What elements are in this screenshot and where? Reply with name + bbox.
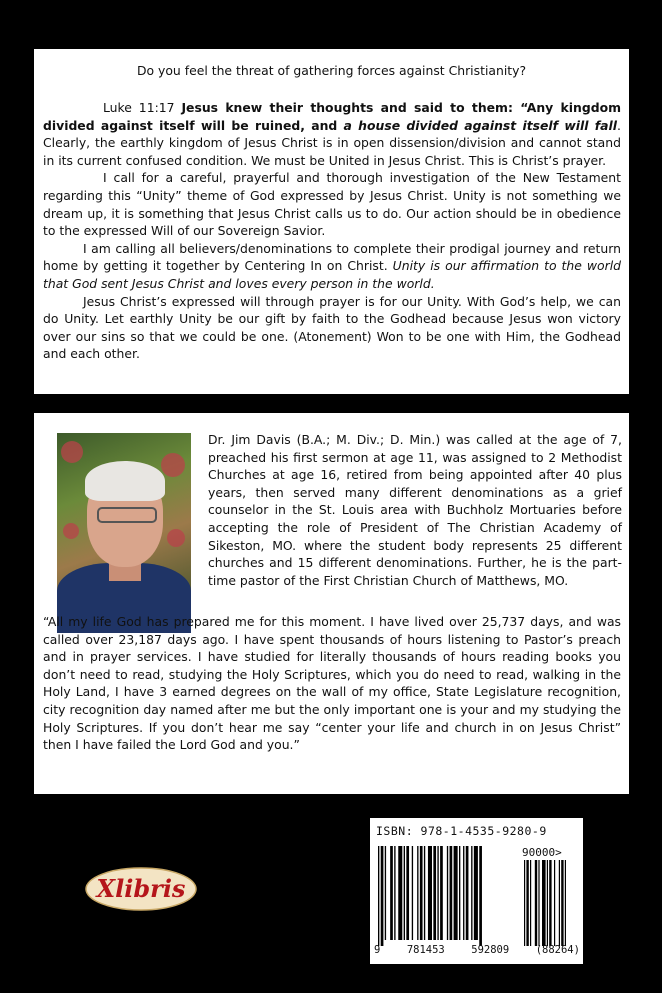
barcode-digits-right: 592809 <box>471 944 510 956</box>
paragraph-investigation: I call for a careful, prayerful and thorough investigation of the New Testament regarding this “Unity” theme of God expressed by Jesus Christ. Unity is not something we dream up, it is something that Jesus Christ calls us to do. Our action should be in obedience to the expressed Will of our Sovereign Savior. <box>43 170 621 239</box>
barcode-addon-digits: (88264) <box>535 944 580 956</box>
paragraph-luke <box>43 99 621 169</box>
isbn-barcode <box>370 818 583 964</box>
barcode-digits <box>374 944 580 956</box>
barcode-digits-left: 781453 <box>406 944 445 956</box>
scripture-quote: Jesus knew their thoughts and said to them: “Any kingdom divided against itself will be ruined, and <box>43 100 621 133</box>
synopsis-panel <box>34 49 629 394</box>
author-bio-panel <box>34 413 629 794</box>
xlibris-logo <box>85 866 198 912</box>
barcode-bars <box>378 846 574 946</box>
paragraph-unity: Jesus Christ’s expressed will through prayer is for our Unity. With God’s help, we can do Unity. Let earthly Unity be our gift by faith to the Godhead because Jesus won victory over our sins so that we could be one. (Atonement) Won to be one with Him, the Godhead and each other. <box>43 293 621 362</box>
paragraph-call-text: I am calling all believers/denominations to complete their prodigal journey and return home by getting it together by Centering In on Christ. <box>43 240 621 274</box>
synopsis-text <box>43 99 621 363</box>
author-quote-text: “All my life God has prepared me for this moment. I have lived over 25,737 days, and was called over 23,187 days ago. I have spent thousands of hours listening to Pastor’s preach and in prayer services. I have studied for literally thousands of hours reading books you don’t need to read, studying the Holy Scriptures, which you do need to read, walking in the Holy Land, I have 3 earned degrees on the wall of my office, State Legislature recognition, city recognition day named after me but the only important one is your and my studying the Holy Scriptures. If you don’t hear me say “center your life and church in on Jesus Christ” then I have failed the Lord God and you.” <box>43 614 621 753</box>
scripture-quote-emphasis: a house divided against itself will fall <box>343 117 618 133</box>
author-photo <box>57 433 191 633</box>
intro-question: Do you feel the threat of gathering forces against Christianity? <box>136 63 527 78</box>
barcode-digit-prefix: 9 <box>374 944 381 956</box>
isbn-label: ISBN: 978-1-4535-9280-9 <box>376 824 547 838</box>
svg-text:Xlibris: Xlibris <box>96 874 186 903</box>
paragraph-call-emphasis: Unity is our affirmation to the world that God sent Jesus Christ and loves every person in the world. <box>43 258 621 291</box>
paragraph-call <box>43 240 621 293</box>
paragraph-luke-rest: . Clearly, the earthly kingdom of Jesus Christ is in open dissension/division and cannot stand in its current confused condition. We must be United in Jesus Christ. This is Christ’s prayer. <box>43 117 621 168</box>
scripture-reference: Luke 11:17 <box>103 100 182 115</box>
author-bio-text: Dr. Jim Davis (B.A.; M. Div.; D. Min.) was called at the age of 7, preached his first sermon at age 11, was assigned to 2 Methodist Churches at age 16, retired from being appointed after 40 plus years, then served many different denominations as a grief counselor in the St. Louis area with Buchholz Mortuaries before accepting the role of President of The Christian Academy of Sikeston, MO. where the student body represents 25 different churches and 15 different denominations. Further, he is the part-time pastor of the First Christian Church of Matthews, MO. <box>208 432 622 588</box>
price-code: 90000> <box>522 846 562 859</box>
